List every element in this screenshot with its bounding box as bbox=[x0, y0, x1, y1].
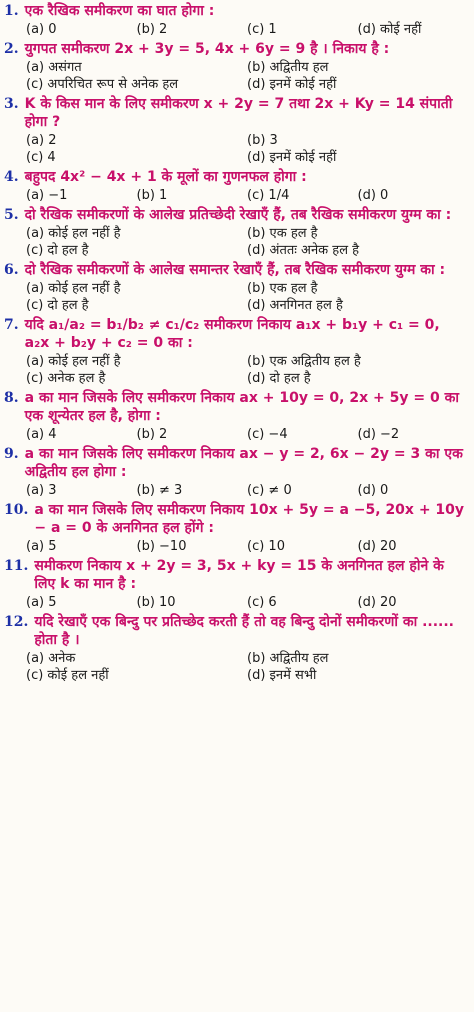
question-number: 8. bbox=[4, 390, 19, 406]
option-b: (b) 1 bbox=[136, 188, 168, 203]
question-line bbox=[4, 501, 468, 537]
options-row bbox=[4, 650, 468, 684]
option-a: (a) −1 bbox=[26, 188, 68, 203]
question-text: समीकरण निकाय x + 2y = 3, 5x + ky = 15 के अनगिनत हल होने के लिए k का मान है : bbox=[34, 558, 444, 592]
option-a: (a) 5 bbox=[26, 595, 57, 610]
question-text: a का मान जिसके लिए समीकरण निकाय 10x + 5y = a −5, 20x + 10y − a = 0 के अनगिनत हल होंगे : bbox=[34, 502, 465, 536]
question-number: 6. bbox=[4, 262, 19, 278]
option-c: (c) 1 bbox=[247, 22, 277, 37]
options-row bbox=[4, 132, 468, 166]
option-a: (a) असंगत bbox=[26, 60, 82, 75]
question-line bbox=[4, 2, 468, 20]
options-row bbox=[4, 280, 468, 314]
options-row bbox=[4, 594, 468, 611]
option-a: (a) 4 bbox=[26, 427, 57, 442]
option-a: (a) 0 bbox=[26, 22, 57, 37]
option-a: (a) कोई हल नहीं है bbox=[26, 354, 121, 369]
question-number: 9. bbox=[4, 446, 19, 462]
question-text: a का मान जिसके लिए समीकरण निकाय ax + 10y = 0, 2x + 5y = 0 का एक शून्येतर हल है, होगा : bbox=[24, 390, 459, 424]
option-d: (d) 0 bbox=[357, 483, 389, 498]
question-11 bbox=[4, 557, 468, 611]
question-line bbox=[4, 557, 468, 593]
option-d: (d) अनगिनत हल है bbox=[247, 298, 343, 313]
option-c: (c) अनेक हल है bbox=[26, 371, 106, 386]
option-c: (c) 6 bbox=[247, 595, 277, 610]
option-c: (c) कोई हल नहीं bbox=[26, 668, 109, 683]
question-text: K के किस मान के लिए समीकरण x + 2y = 7 तथा 2x + Ky = 14 संपाती होगा ? bbox=[24, 96, 453, 130]
option-b: (b) 2 bbox=[136, 22, 168, 37]
option-d: (d) 20 bbox=[357, 595, 397, 610]
question-text: एक रैखिक समीकरण का घात होगा : bbox=[24, 3, 215, 19]
question-text: दो रैखिक समीकरणों के आलेख समान्तर रेखाएँ हैं, तब रैखिक समीकरण युग्म का : bbox=[24, 262, 446, 278]
options-row bbox=[4, 482, 468, 499]
option-c: (c) 1/4 bbox=[247, 188, 290, 203]
option-a: (a) कोई हल नहीं है bbox=[26, 226, 121, 241]
question-number: 7. bbox=[4, 317, 19, 333]
options-row bbox=[4, 538, 468, 555]
question-line bbox=[4, 613, 468, 649]
question-line bbox=[4, 316, 468, 352]
option-d: (d) इनमें कोई नहीं bbox=[247, 150, 337, 165]
option-c: (c) 10 bbox=[247, 539, 285, 554]
option-b: (b) एक हल है bbox=[247, 281, 318, 296]
question-number: 2. bbox=[4, 41, 19, 57]
option-d: (d) इनमें कोई नहीं bbox=[247, 77, 337, 92]
question-12 bbox=[4, 613, 468, 684]
question-6 bbox=[4, 261, 468, 314]
question-line bbox=[4, 206, 468, 224]
option-b: (b) −10 bbox=[136, 539, 187, 554]
question-text: a का मान जिसके लिए समीकरण निकाय ax − y = 2, 6x − 2y = 3 का एक अद्वितीय हल होगा : bbox=[24, 446, 463, 480]
question-5 bbox=[4, 206, 468, 259]
question-number: 4. bbox=[4, 169, 19, 185]
option-a: (a) कोई हल नहीं है bbox=[26, 281, 121, 296]
option-b: (b) 2 bbox=[136, 427, 168, 442]
option-b: (b) 3 bbox=[247, 133, 278, 148]
option-b: (b) एक अद्वितीय हल है bbox=[247, 354, 361, 369]
question-line bbox=[4, 95, 468, 131]
question-8 bbox=[4, 389, 468, 443]
option-c: (c) अपरिचित रूप से अनेक हल bbox=[26, 77, 179, 92]
options-row bbox=[4, 59, 468, 93]
option-a: (a) 5 bbox=[26, 539, 57, 554]
question-text: युगपत समीकरण 2x + 3y = 5, 4x + 6y = 9 है । निकाय है : bbox=[24, 41, 390, 57]
question-text: यदि a₁/a₂ = b₁/b₂ ≠ c₁/c₂ समीकरण निकाय a₁x + b₁y + c₁ = 0, a₂x + b₂y + c₂ = 0 का : bbox=[24, 317, 440, 351]
options-row bbox=[4, 187, 468, 204]
option-a: (a) अनेक bbox=[26, 651, 76, 666]
question-line bbox=[4, 168, 468, 186]
question-text: दो रैखिक समीकरणों के आलेख प्रतिच्छेदी रेखाएँ हैं, तब रैखिक समीकरण युग्म का : bbox=[24, 207, 452, 223]
option-b: (b) अद्वितीय हल bbox=[247, 651, 329, 666]
question-line bbox=[4, 389, 468, 425]
question-4 bbox=[4, 168, 468, 204]
question-text: बहुपद 4x² − 4x + 1 के मूलों का गुणनफल होगा : bbox=[24, 169, 307, 185]
option-b: (b) एक हल है bbox=[247, 226, 318, 241]
option-c: (c) दो हल है bbox=[26, 243, 89, 258]
option-c: (c) 4 bbox=[26, 150, 56, 165]
option-d: (d) इनमें सभी bbox=[247, 668, 317, 683]
question-2 bbox=[4, 40, 468, 93]
question-line bbox=[4, 261, 468, 279]
options-row bbox=[4, 225, 468, 259]
option-d: (d) 20 bbox=[357, 539, 397, 554]
options-row bbox=[4, 353, 468, 387]
option-c: (c) ≠ 0 bbox=[247, 483, 292, 498]
question-number: 11. bbox=[4, 558, 29, 574]
question-line bbox=[4, 445, 468, 481]
question-number: 12. bbox=[4, 614, 29, 630]
option-b: (b) 10 bbox=[136, 595, 176, 610]
options-row bbox=[4, 426, 468, 443]
option-b: (b) अद्वितीय हल bbox=[247, 60, 329, 75]
question-10 bbox=[4, 501, 468, 555]
question-text: यदि रेखाएँ एक बिन्दु पर प्रतिच्छेद करती हैं तो वह बिन्दु दोनों समीकरणों का ...... होता है । bbox=[34, 614, 454, 648]
question-7 bbox=[4, 316, 468, 387]
option-c: (c) −4 bbox=[247, 427, 288, 442]
question-3 bbox=[4, 95, 468, 166]
option-d: (d) −2 bbox=[357, 427, 400, 442]
question-9 bbox=[4, 445, 468, 499]
question-1 bbox=[4, 2, 468, 38]
question-number: 3. bbox=[4, 96, 19, 112]
option-d: (d) 0 bbox=[357, 188, 389, 203]
option-a: (a) 2 bbox=[26, 133, 57, 148]
option-c: (c) दो हल है bbox=[26, 298, 89, 313]
question-number: 10. bbox=[4, 502, 29, 518]
question-number: 5. bbox=[4, 207, 19, 223]
option-a: (a) 3 bbox=[26, 483, 57, 498]
option-b: (b) ≠ 3 bbox=[136, 483, 183, 498]
option-d: (d) दो हल है bbox=[247, 371, 311, 386]
option-d: (d) अंततः अनेक हल है bbox=[247, 243, 360, 258]
options-row bbox=[4, 21, 468, 38]
question-number: 1. bbox=[4, 3, 19, 19]
question-line bbox=[4, 40, 468, 58]
option-d: (d) कोई नहीं bbox=[357, 22, 422, 37]
